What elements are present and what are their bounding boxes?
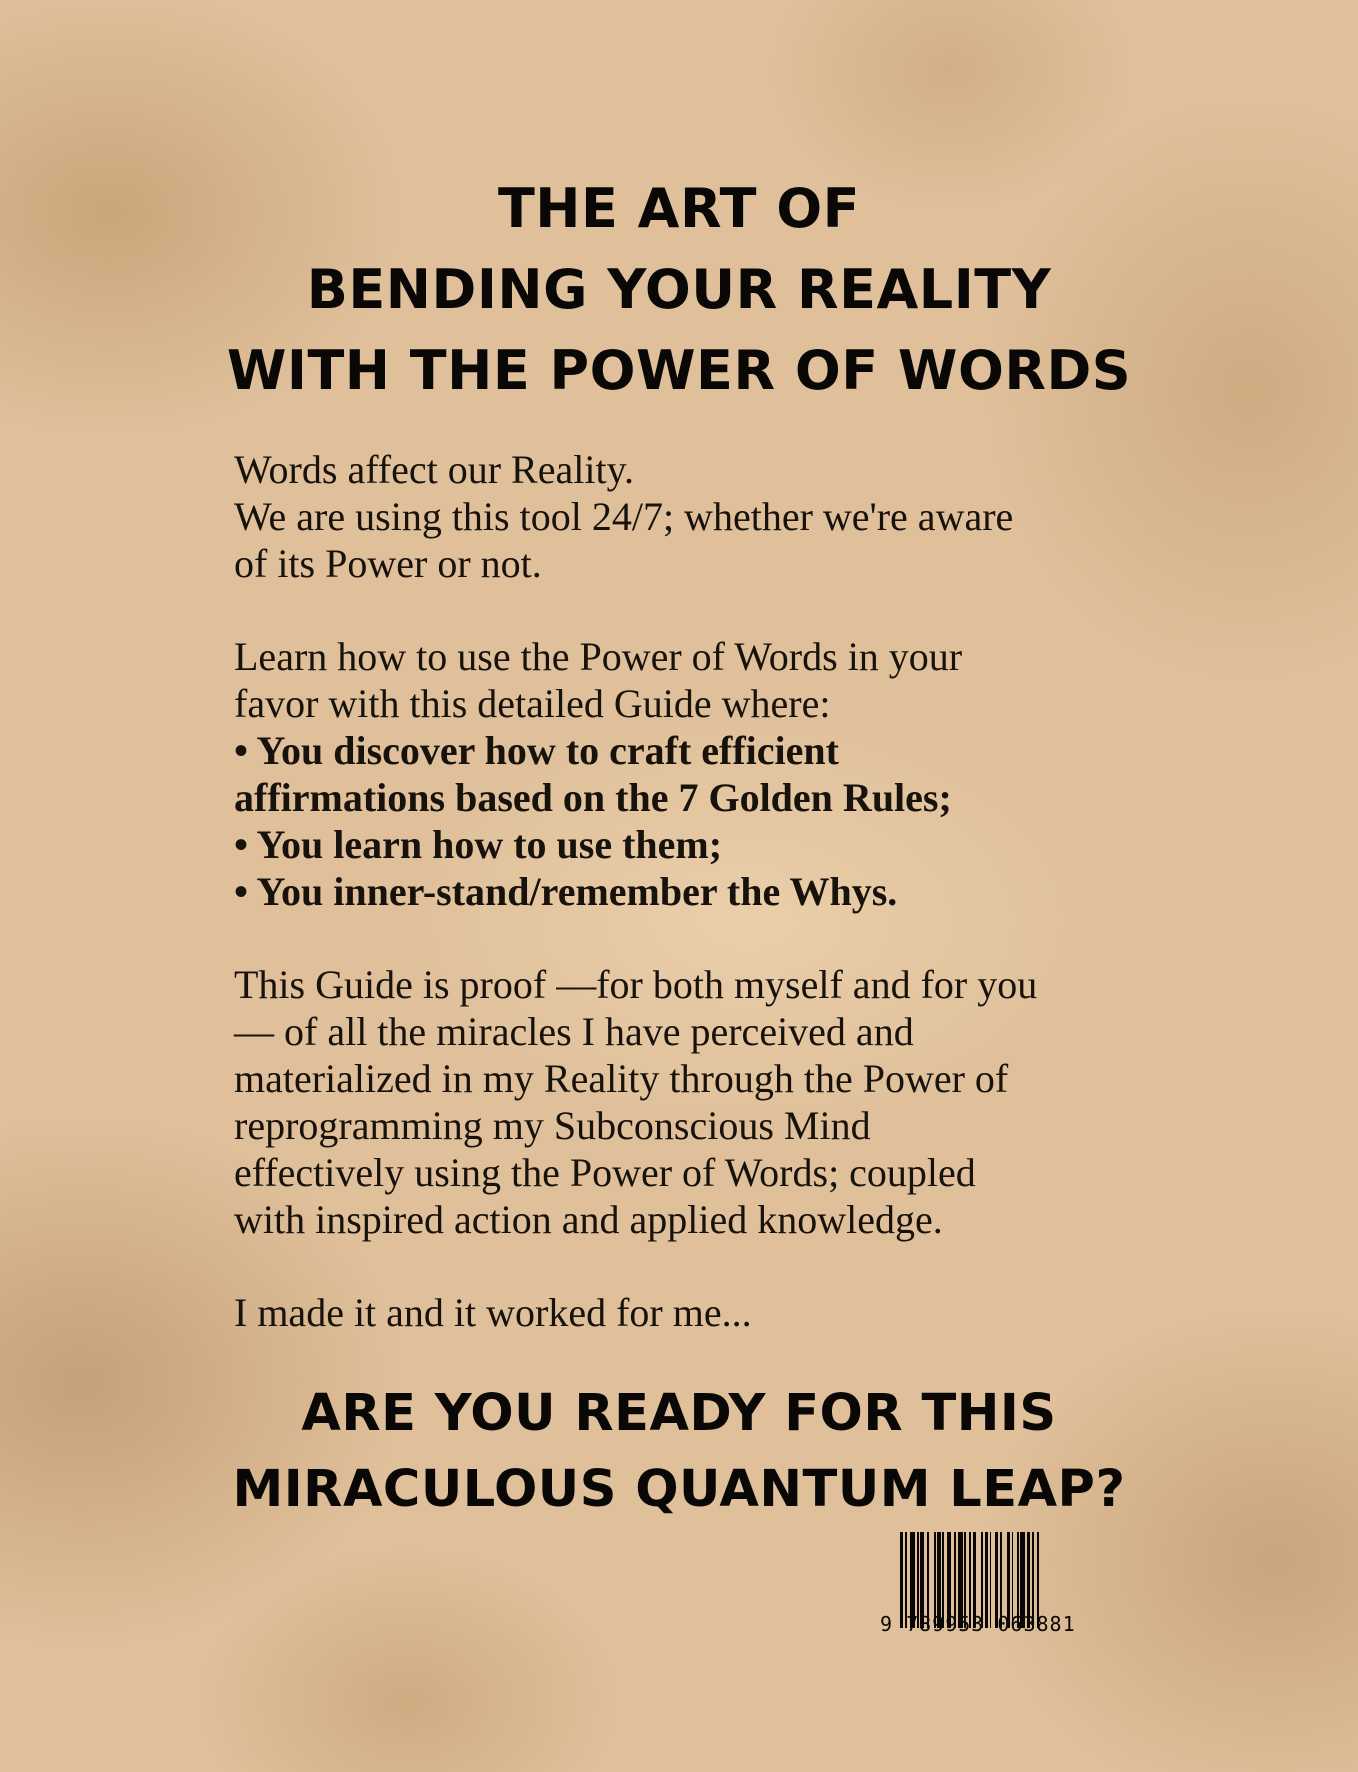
proof-line: This Guide is proof —for both myself and for you: [234, 962, 1038, 1007]
cta-line-2: MIRACULOUS QUANTUM LEAP?: [232, 1460, 1126, 1519]
proof-line: effectively using the Power of Words; coupled: [234, 1150, 976, 1195]
title-line-3: WITH THE POWER OF WORDS: [226, 339, 1132, 402]
title-line-1: THE ART OF: [497, 177, 861, 240]
intro-line: of its Power or not.: [234, 541, 542, 586]
proof-line: reprogramming my Subconscious Mind: [234, 1103, 871, 1148]
intro-line: Words affect our Reality.: [234, 447, 634, 492]
proof-paragraph: [234, 961, 1134, 1243]
isbn-barcode: [880, 1532, 1110, 1642]
title-line-2: BENDING YOUR REALITY: [306, 258, 1052, 321]
proof-line: with inspired action and applied knowledge.: [234, 1197, 943, 1242]
proof-line: materialized in my Reality through the Power of: [234, 1056, 1009, 1101]
closing-line: I made it and it worked for me...: [234, 1290, 752, 1335]
bullet-line: • You inner-stand/remember the Whys.: [234, 869, 898, 914]
intro-line: We are using this tool 24/7; whether we're aware: [234, 494, 1014, 539]
call-to-action: [0, 1376, 1358, 1528]
proof-line: — of all the miracles I have perceived and: [234, 1009, 914, 1054]
bullet-line: • You learn how to use them;: [234, 822, 723, 867]
book-title: [0, 168, 1358, 411]
bullet-line: • You discover how to craft efficient: [234, 728, 839, 773]
cta-line-1: ARE YOU READY FOR THIS: [301, 1384, 1057, 1443]
guide-line: Learn how to use the Power of Words in your: [234, 634, 963, 679]
intro-paragraph: [234, 446, 1134, 587]
guide-line: favor with this detailed Guide where:: [234, 681, 831, 726]
barcode-number: 9 789953 063881: [880, 1612, 1076, 1636]
guide-paragraph: [234, 633, 1134, 915]
bullet-line: affirmations based on the 7 Golden Rules;: [234, 775, 952, 820]
